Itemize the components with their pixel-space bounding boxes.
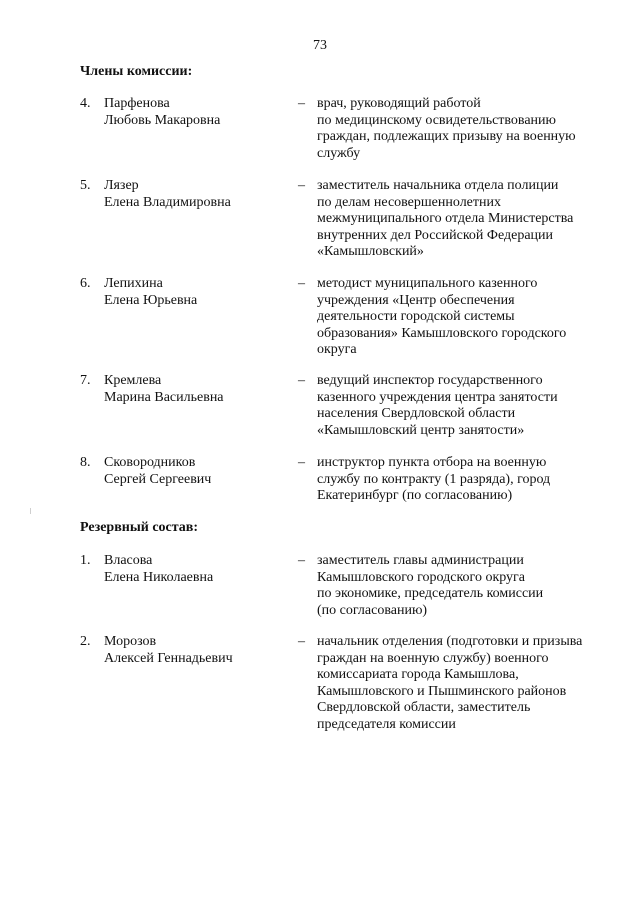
given-names: Любовь Макаровна — [104, 112, 221, 128]
surname: Парфенова — [104, 96, 170, 111]
description-line: граждан, подлежащих призыву на военную — [317, 129, 576, 144]
description-line: методист муниципального казенного — [317, 276, 538, 291]
given-names: Алексей Геннадьевич — [104, 650, 233, 666]
description-line: по медицинскому освидетельствованию — [317, 112, 557, 128]
person-name — [104, 96, 294, 129]
entry-number: 6. — [80, 276, 91, 291]
reserve-heading: Резервный состав: — [80, 520, 199, 535]
dash: – — [298, 455, 305, 470]
surname: Лепихина — [104, 276, 163, 291]
position-description — [317, 373, 613, 439]
dash: – — [298, 96, 305, 111]
person-name — [104, 553, 294, 586]
given-names: Сергей Сергеевич — [104, 471, 212, 487]
surname: Лязер — [104, 178, 139, 193]
description-line: инструктор пункта отбора на военную — [317, 455, 547, 470]
description-line: по делам несовершеннолетних — [317, 194, 501, 210]
description-line: (по согласованию) — [317, 602, 428, 618]
member-entry — [80, 276, 610, 366]
position-description — [317, 634, 613, 733]
surname: Сковородников — [104, 455, 196, 470]
dash: – — [298, 178, 305, 193]
position-description — [317, 455, 613, 505]
description-line: внутренних дел Российской Федерации — [317, 227, 554, 243]
reserve-entry — [80, 553, 610, 643]
members-heading: Члены комиссии: — [80, 64, 193, 79]
dash: – — [298, 276, 305, 291]
position-description — [317, 96, 613, 162]
given-names: Марина Васильевна — [104, 389, 224, 405]
entry-number: 4. — [80, 96, 91, 111]
description-line: врач, руководящий работой — [317, 96, 481, 111]
person-name — [104, 455, 294, 488]
member-entry — [80, 178, 610, 268]
person-name — [104, 178, 294, 211]
description-line: службу — [317, 145, 361, 161]
dash: – — [298, 553, 305, 568]
reserve-entry — [80, 634, 610, 744]
member-entry — [80, 96, 610, 186]
description-line: образования» Камышловского городского — [317, 325, 567, 341]
description-line: учреждения «Центр обеспечения — [317, 292, 515, 308]
description-line: деятельности городской системы — [317, 309, 515, 324]
person-name — [104, 373, 294, 406]
entry-number: 7. — [80, 373, 91, 388]
description-line: «Камышловский» — [317, 244, 424, 259]
surname: Кремлева — [104, 373, 162, 388]
description-line: Екатеринбург (по согласованию) — [317, 488, 513, 503]
surname: Власова — [104, 553, 153, 568]
description-line: заместитель главы администрации — [317, 553, 524, 568]
margin-mark — [30, 508, 31, 514]
description-line: Камышловского и Пышминского районов — [317, 683, 567, 699]
position-description — [317, 178, 613, 261]
dash: – — [298, 373, 305, 388]
member-entry — [80, 373, 610, 463]
description-line: казенного учреждения центра занятости — [317, 389, 558, 405]
position-description — [317, 276, 613, 359]
person-name — [104, 634, 294, 667]
page-number: 73 — [313, 38, 327, 53]
entry-number: 1. — [80, 553, 91, 568]
description-line: председателя комиссии — [317, 716, 456, 732]
surname: Морозов — [104, 634, 157, 649]
description-line: округа — [317, 342, 357, 357]
description-line: Камышловского городского округа — [317, 569, 526, 585]
description-line: граждан на военную службу) военного — [317, 650, 549, 666]
dash: – — [298, 634, 305, 649]
description-line: комиссариата города Камышлова, — [317, 667, 519, 682]
description-line: «Камышловский центр занятости» — [317, 422, 525, 438]
description-line: службу по контракту (1 разряда), город — [317, 471, 551, 487]
description-line: межмуниципального отдела Министерства — [317, 211, 574, 226]
description-line: Свердловской области, заместитель — [317, 700, 531, 715]
description-line: начальник отделения (подготовки и призыва — [317, 634, 583, 649]
given-names: Елена Владимировна — [104, 194, 231, 210]
entry-number: 8. — [80, 455, 91, 470]
position-description — [317, 553, 613, 619]
person-name — [104, 276, 294, 309]
given-names: Елена Юрьевна — [104, 292, 198, 308]
description-line: ведущий инспектор государственного — [317, 373, 543, 388]
entry-number: 2. — [80, 634, 91, 649]
given-names: Елена Николаевна — [104, 569, 214, 585]
entry-number: 5. — [80, 178, 91, 193]
description-line: заместитель начальника отдела полиции — [317, 178, 559, 193]
description-line: населения Свердловской области — [317, 406, 516, 421]
description-line: по экономике, председатель комиссии — [317, 586, 544, 601]
